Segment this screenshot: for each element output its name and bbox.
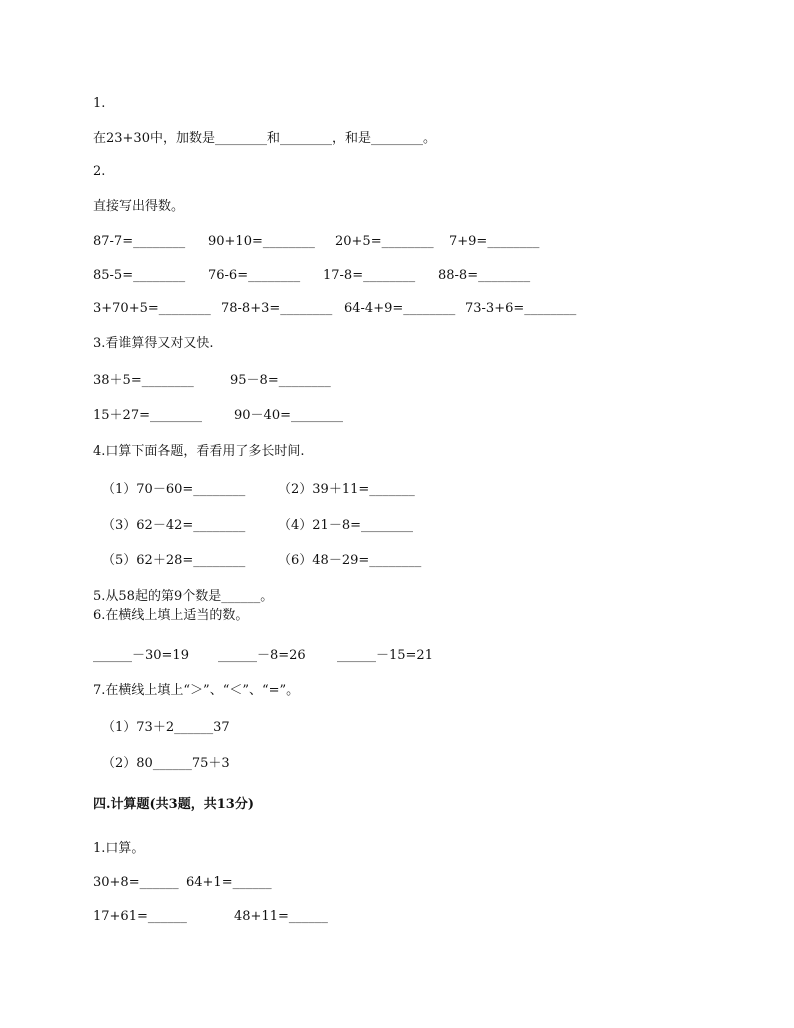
q2-row2-item3: 17-8=________ [323, 268, 416, 283]
q6-item3: ______－15=21 [337, 648, 433, 663]
section4-q1-row1-item2: 64+1=______ [186, 875, 272, 890]
q4-row1-item2: （2）39＋11=_______ [278, 482, 415, 497]
q2-row2-item4: 88-8=________ [438, 268, 531, 283]
q4-row2-item2: （4）21－8=________ [278, 518, 413, 533]
q4-row3-item2: （6）48－29=________ [278, 553, 422, 568]
q4-row3-item1: （5）62＋28=________ [102, 553, 246, 568]
q3-row2-item2: 90－40=________ [234, 408, 343, 423]
q7-item1: （1）73＋2______37 [102, 720, 230, 735]
q2-number: 2. [93, 164, 106, 179]
q2-row2-item2: 76-6=________ [208, 268, 301, 283]
q5-text: 5.从58起的第9个数是______。 [93, 589, 274, 604]
q6-title: 6.在横线上填上适当的数。 [93, 608, 249, 623]
section4-q1-row1-item1: 30+8=______ [93, 875, 179, 890]
q2-instruction: 直接写出得数。 [93, 199, 185, 214]
q2-row1-item1: 87-7=________ [93, 234, 186, 249]
q2-row3-item2: 78-8+3=________ [221, 301, 333, 316]
q3-row2-item1: 15＋27=________ [93, 408, 202, 423]
q1-text: 在23+30中，加数是________和________，和是________。 [93, 131, 436, 146]
q2-row1-item4: 7+9=________ [449, 234, 540, 249]
q4-row2-item1: （3）62－42=________ [102, 518, 246, 533]
q2-row3-item4: 73-3+6=________ [465, 301, 577, 316]
q2-row3-item3: 64-4+9=________ [344, 301, 456, 316]
q7-item2: （2）80______75＋3 [102, 756, 230, 771]
section4-q1-row2-item1: 17+61=______ [93, 909, 187, 924]
section4-heading: 四.计算题(共3题，共13分) [93, 797, 254, 812]
q1-number: 1. [93, 96, 106, 111]
q3-row1-item2: 95－8=________ [230, 373, 331, 388]
q3-title: 3.看谁算得又对又快. [93, 336, 214, 351]
q7-title: 7.在横线上填上“＞”、“＜”、“=”。 [93, 683, 300, 698]
q4-row1-item1: （1）70－60=________ [102, 482, 246, 497]
section4-q1-title: 1.口算。 [93, 841, 145, 856]
q2-row1-item2: 90+10=________ [208, 234, 315, 249]
q3-row1-item1: 38＋5=________ [93, 373, 194, 388]
q2-row2-item1: 85-5=________ [93, 268, 186, 283]
q6-item1: ______－30=19 [93, 648, 189, 663]
q4-title: 4.口算下面各题，看看用了多长时间. [93, 444, 305, 459]
q2-row3-item1: 3+70+5=________ [93, 301, 211, 316]
section4-q1-row2-item2: 48+11=______ [234, 909, 328, 924]
q2-row1-item3: 20+5=________ [335, 234, 434, 249]
q6-item2: ______－8=26 [218, 648, 306, 663]
